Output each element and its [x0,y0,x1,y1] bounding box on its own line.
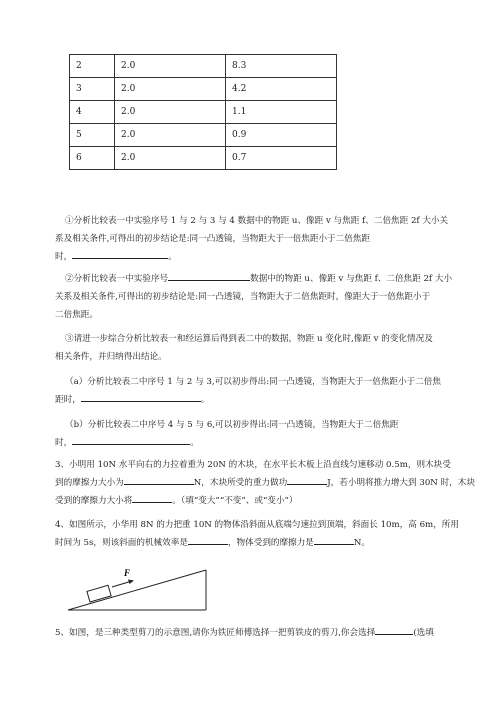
question-1 [55,212,470,266]
problem-3-line-2-part-a: 到的摩擦力大小为 [55,478,124,488]
table-cell: 2.0 [115,147,226,170]
question-3-line-2: 相关条件，并归纳得出结论。 [55,352,167,362]
table-cell: 4.2 [226,78,337,101]
table-cell: 5 [70,124,115,147]
answer-blank[interactable] [124,475,194,485]
question-b-line-2 [55,434,470,452]
answer-blank[interactable] [72,249,168,259]
answer-blank[interactable] [375,625,413,635]
table-cell: 8.3 [226,55,337,78]
problem-4-line-2-part-b: ，物体受到的摩擦力是 [227,538,314,548]
problem-4-line-2-part-c: N。 [353,538,371,548]
question-b-line-2-prefix: 时， [55,438,73,448]
question-a-line-2 [55,391,470,409]
table-row [70,101,337,124]
table-row [70,78,337,101]
answer-blank[interactable] [132,493,172,503]
question-2-line-2: 关系及相关条件,可得出的初步结论是:同一凸透镜，当物距大于二倍焦距时，像距大于一倍焦距小于 [55,292,431,302]
question-2-line-1-prefix: ②分析比较表一中实验序号 [65,274,169,284]
question-a-line-2-prefix: 距时， [55,395,81,405]
table-cell: 2 [70,55,115,78]
data-table [69,54,337,170]
table-cell: 4 [70,101,115,124]
problem-3-line-3-part-b: 。（填“变大”“不变”、或“变小”） [172,496,298,506]
question-1-line-3-suffix: 。 [168,252,177,262]
problem-3-line-2 [55,474,475,492]
question-3-line-1: ③请进一步综合分析比较表一和经运算后得到表二中的数据，物距 u 变化时,像距 v 的变化情况及 [65,334,433,344]
problem-4-line-1: 4、如图所示，小华用 8N 的力把重 10N 的物体沿斜面从底端匀速拉到顶端，斜面长 10m，高 6m，所用 [55,520,459,530]
table-row [70,55,337,78]
question-a-line-1: （a）分析比较表二中序号 1 与 2 与 3,可以初步得出:同一凸透镜，当物距大于一倍焦距小于二倍焦 [65,377,441,387]
table-cell: 0.9 [226,124,337,147]
question-2-line-1-suffix: 数据中的物距 u、像距 v 与焦距 f、二倍焦距 2f 大小 [250,274,453,284]
table-cell: 1.1 [226,101,337,124]
table-row [70,147,337,170]
force-label: F [124,568,131,578]
problem-4 [55,516,470,552]
answer-blank[interactable] [188,535,228,545]
question-2-line-3: 二倍焦距。 [55,310,98,320]
table-cell: 2.0 [115,101,226,124]
problem-3 [55,456,475,510]
block [87,585,111,602]
problem-3-line-2-part-c: J，若小明将推力增大到 30N 时，木块 [327,478,475,488]
question-a [55,373,470,409]
answer-blank[interactable] [81,392,201,402]
table-cell: 2.0 [115,78,226,101]
problem-5-line-1-part-b: (选填 [413,628,434,638]
problem-5-line-1 [55,624,470,642]
problem-3-line-3-part-a: 受到的摩擦力大小将 [55,496,133,506]
question-1-line-2: 系及相关条件,可得出的初步结论是:同一凸透镜，当物距大于一倍焦距小于二倍焦距 [55,234,371,244]
force-arrowhead [128,580,134,585]
problem-3-line-3 [55,492,470,510]
answer-blank[interactable] [287,475,327,485]
incline-figure [66,560,216,622]
question-a-line-2-suffix: 。 [200,395,210,405]
question-b [55,416,470,452]
problem-4-line-2-part-a: 时间为 5s，则该斜面的机械效率是 [55,538,188,548]
answer-blank[interactable] [314,535,354,545]
answer-blank[interactable] [72,435,190,445]
question-2-line-1 [55,270,470,288]
question-2 [55,270,470,324]
problem-4-line-2 [55,534,470,552]
incline-slope [68,570,206,610]
question-3 [55,330,470,366]
table-cell: 6 [70,147,115,170]
question-b-line-1: （b）分析比较表二中序号 4 与 5 与 6,可以初步得出:同一凸透镜，当物距大于二倍焦距 [65,420,399,430]
problem-3-line-1: 3、小明用 10N 水平向右的力拉着重为 20N 的木块，在水平长木板上沿直线匀速移动 0.5m，则木块受 [55,460,451,470]
problem-5 [55,624,470,642]
question-1-line-3-prefix: 时， [55,252,73,262]
table-cell: 3 [70,78,115,101]
problem-5-line-1-part-a: 5、如图，是三种类型剪刀的示意图,请你为铁匠师傅选择一把剪铁皮的剪刀,你会选择 [55,628,376,638]
table-cell: 0.7 [226,147,337,170]
problem-3-line-2-part-b: N，木块所受的重力做功 [193,478,288,488]
table-cell: 2.0 [115,55,226,78]
table-row [70,124,337,147]
table-cell: 2.0 [115,124,226,147]
question-1-line-1: ①分析比较表一中实验序号 1 与 2 与 3 与 4 数据中的物距 u、像距 v 与焦距 f、二倍焦距 2f 大小关 [65,216,449,226]
question-b-line-2-suffix: 。 [190,438,199,448]
answer-blank[interactable] [168,271,250,281]
question-1-line-3 [55,248,470,266]
